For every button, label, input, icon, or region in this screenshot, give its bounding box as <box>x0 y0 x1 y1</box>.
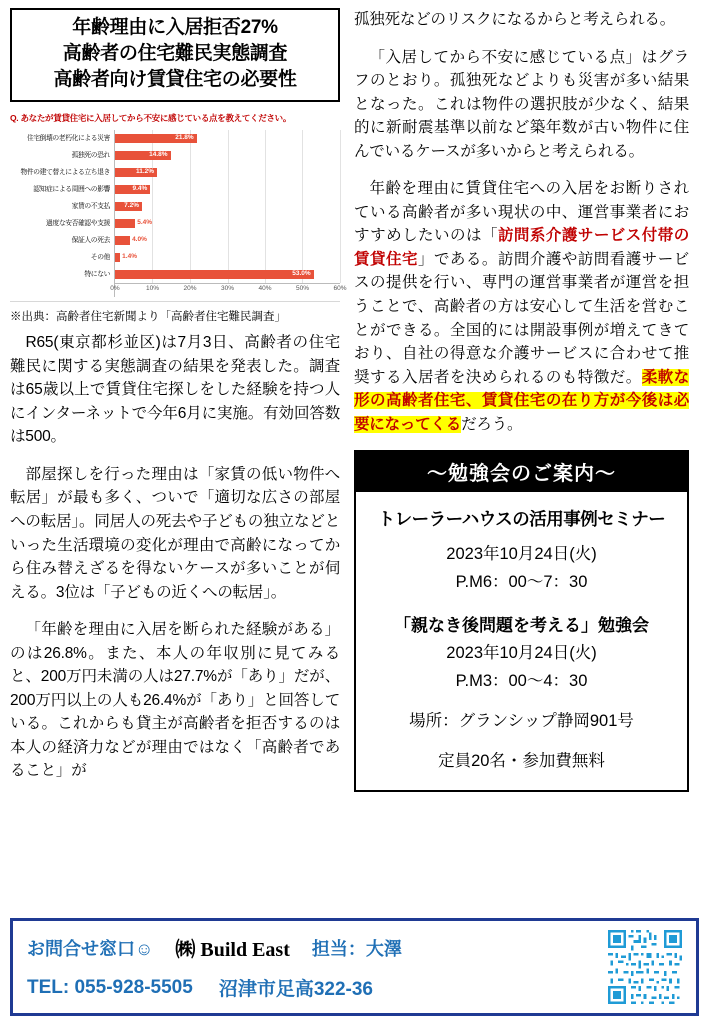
chart-plot <box>110 130 347 297</box>
article-paragraph-rich <box>354 177 689 436</box>
chart-question-text: あなたが賃貸住宅に入居してから不安に感じている点を教えてください。 <box>20 112 292 123</box>
seminar-time-2: P.M3：00〜4：30 <box>455 672 588 691</box>
qr-code-icon <box>608 930 682 1004</box>
headline-line-1: 年齢理由に入居拒否27% <box>72 17 278 38</box>
chart-bar-value: 1.4% <box>122 252 137 260</box>
article-text-c: だろう。 <box>461 415 523 433</box>
seminar-subtitle-2: 「親なき後問題を考える」勉強会 <box>394 616 649 636</box>
article-paragraph: 部屋探しを行った理由は「家賃の低い物件へ転居」が最も多く、ついで「適切な広さの部屋への転居」。同居人の死去や子どもの独立などといった生活環境の変化が理由で高齢になってから住み替えざるを得ないケースが多いことが伺える。3位は「子どもの近くへの転居」。 <box>10 465 340 601</box>
chart-label: 家賃の不支払 <box>71 202 110 210</box>
chart-bar <box>115 185 150 194</box>
company-name: ㈱ Build East <box>175 939 290 961</box>
article-text-b: 」である。訪問介護や訪問看護サービスの提供を行い、専門の運営事業者が運営を担うことで、高齢者の方は安心して生活を営むことができる。全国的には開設事例が増えてきており、自社の得意な介護サービスに合わせて推奨する入居者を決められるのも特徴だ。 <box>354 250 690 386</box>
chart-bar-value: 53.0% <box>292 269 311 277</box>
chart-bar <box>115 252 137 262</box>
chart-bar <box>115 168 157 177</box>
chart-bar <box>115 151 171 160</box>
chart-label: 住宅倒壊の老朽化による災害 <box>26 134 110 142</box>
chart-label: 特にない <box>84 270 110 278</box>
right-column <box>354 8 689 908</box>
chart-bar-value: 5.4% <box>137 218 153 226</box>
seminar-date-1: 2023年10月24日(火) <box>446 545 597 564</box>
contact-window-label: お問合せ窓口☺ <box>27 938 154 959</box>
two-column-layout <box>10 8 699 908</box>
seminar-title: 〜勉強会のご案内〜 <box>356 452 687 492</box>
chart-label: その他 <box>90 253 110 261</box>
headline-box <box>10 8 340 102</box>
article-paragraph: 「入居してから不安に感じている点」はグラフのとおり。孤独死などよりも災害が多い結果となった。これは物件の選択肢が少なく、結果的に新耐震基準以前など築年数が古い物件に住んでいるケースが多いからと考えられる。 <box>354 48 689 160</box>
chart-bar <box>115 235 147 245</box>
chart-label: 保証人の死去 <box>71 236 110 244</box>
chart-bar-value: 21.8% <box>175 133 194 141</box>
seminar-lead: トレーラーハウスの活用事例セミナー <box>377 509 666 530</box>
chart-bar <box>115 202 142 211</box>
footer-info <box>27 933 598 1001</box>
contact-person: 担当：大澤 <box>311 938 402 959</box>
headline-line-3: 高齢者向け賃貸住宅の必要性 <box>53 69 297 91</box>
seminar-date-2: 2023年10月24日(火) <box>446 644 597 663</box>
chart-xtick: 60% <box>333 284 347 292</box>
article-paragraph: R65(東京都杉並区)は7月3日、高齢者の住宅難民に関する実態調査の結果を発表した。調査は65歳以上で賃貸住宅探しをした経験を持つ人にインターネットで今年6月に実施。有効回答数は500。 <box>10 334 340 446</box>
footer-contact-bar <box>10 918 699 1016</box>
company-address: 沼津市足高322-36 <box>218 979 373 1000</box>
chart-bar <box>115 134 197 143</box>
chart-xtick: 20% <box>183 284 197 292</box>
chart-label: 孤独死の恐れ <box>71 151 110 159</box>
chart-bar-value: 9.4% <box>132 184 148 192</box>
chart-category-labels <box>10 130 114 297</box>
chart-bar-value: 14.8% <box>149 150 168 158</box>
chart-xtick: 30% <box>220 284 235 292</box>
seminar-box <box>354 450 689 792</box>
seminar-capacity: 定員20名・参加費無料 <box>438 751 605 770</box>
seminar-time-1: P.M6：00〜7：30 <box>455 573 588 592</box>
footer-row-1 <box>27 933 598 962</box>
footer-row-2 <box>27 974 598 1001</box>
chart-label: 認知症による周囲への影響 <box>33 185 110 193</box>
left-column <box>10 8 347 908</box>
article-paragraph: 「年齢を理由に入居を断られた経験がある」のは26.8%。また、本人の年収別に見てみると、200万円未満の人は27.7%が「あり」だが、200万円以上の人も26.4%が「あり」と回答している。これからも貸主が高齢者を拒否するのは本人の経済力などが理由ではなく「高齢者であること」が <box>10 621 340 780</box>
chart-bar-value: 4.0% <box>132 235 147 243</box>
article-text-red: 訪問系介護サービス付帯の賃貸住宅 <box>354 227 689 268</box>
chart-bar-value: 11.2% <box>135 167 155 175</box>
telephone-number: TEL: 055-928-5505 <box>27 976 193 998</box>
article-right <box>354 8 689 436</box>
chart-bar <box>115 218 153 228</box>
article-left <box>10 331 340 783</box>
chart-area <box>10 130 347 297</box>
chart-xtick: 10% <box>145 284 159 292</box>
chart-bar-value: 7.2% <box>124 201 139 209</box>
chart-label: 過度な安否確認や支援 <box>46 219 110 227</box>
seminar-place: 場所：グランシップ静岡901号 <box>409 711 634 730</box>
chart-x-axis <box>110 283 347 297</box>
chart-bar <box>115 270 314 279</box>
source-note: ※出典：高齢者住宅新聞より「高齢者住宅難民調査」 <box>10 310 286 323</box>
chart-question-prefix: Q. <box>10 112 19 123</box>
chart-xtick: 0% <box>110 284 120 292</box>
chart-xtick: 40% <box>258 284 272 292</box>
survey-chart <box>10 112 347 302</box>
article-text-a: 年齢を理由に賃貸住宅への入居をお断りされている高齢者が多い現状の中、運営事業者におすすめしたいのは「 <box>354 180 689 245</box>
article-paragraph: 孤独死などのリスクになるからと考えられる。 <box>354 11 675 28</box>
chart-xtick: 50% <box>295 284 309 292</box>
headline-line-2: 高齢者の住宅難民実態調査 <box>62 43 288 65</box>
chart-question <box>10 112 340 124</box>
chart-label: 物件の建て替えによる立ち退き <box>20 168 110 176</box>
article-text-highlight: 柔軟な形の高齢者住宅、賃貸住宅の在り方が今後は必要になってくる <box>354 368 690 433</box>
